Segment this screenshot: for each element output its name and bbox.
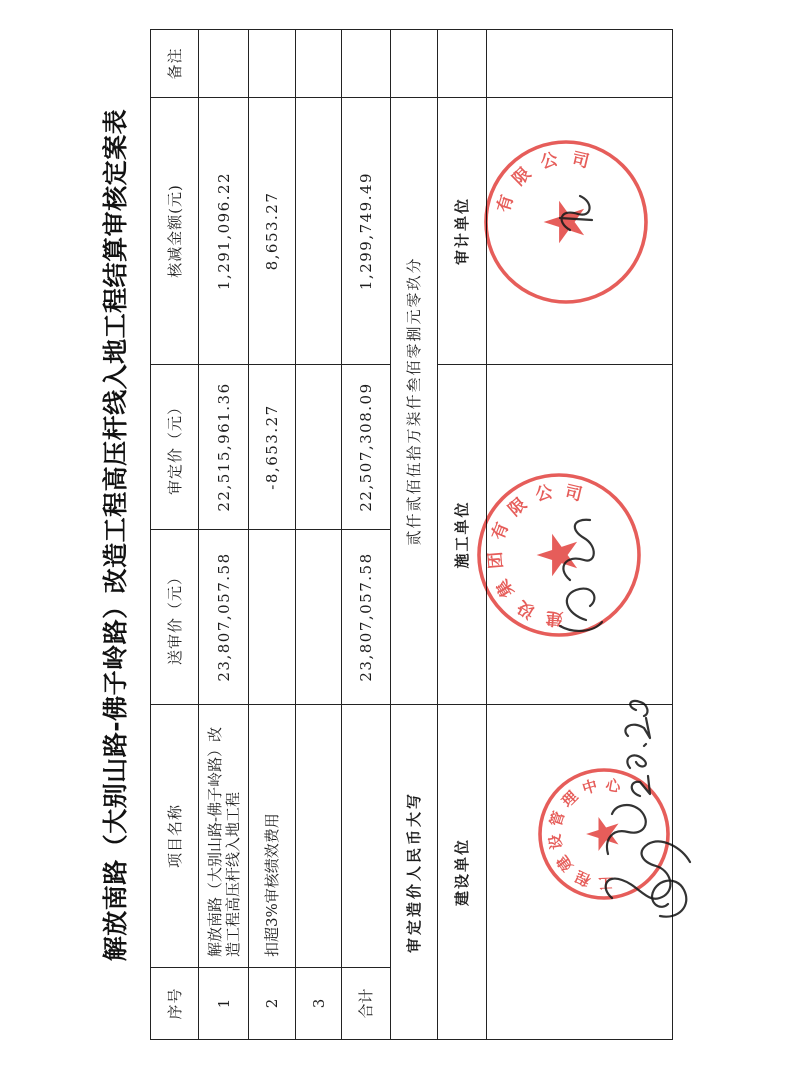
builder-sign-area (487, 705, 673, 1040)
header-serial-no: 序号 (151, 968, 199, 1040)
header-submitted-price: 送审价（元） (151, 530, 199, 705)
total-submitted-price: 23,807,057.58 (342, 530, 391, 705)
approved-total-remark (391, 30, 438, 98)
constructor-unit-label: 施工单位 (438, 365, 487, 705)
row-1-submitted-price: 23,807,057.58 (199, 530, 249, 705)
approved-total-in-words-value: 贰仟贰佰伍拾万柒仟叁佰零捌元零玖分 (391, 98, 438, 705)
header-approved-price: 审定价（元） (151, 365, 199, 530)
table-header-row (151, 30, 199, 1040)
row-2-approved-price: -8,653.27 (249, 365, 296, 530)
row-3-serial-no: 3 (296, 968, 342, 1040)
row-1-project-name: 解放南路（大别山路-佛子岭路）改造工程高压杆线入地工程 (205, 726, 242, 957)
row-3-reduction-amount (296, 98, 342, 365)
row-1-reduction-amount: 1,291,096.22 (199, 98, 249, 365)
settlement-table (150, 29, 673, 1040)
row-3-remark (296, 30, 342, 98)
builder-unit-label: 建设单位 (438, 705, 487, 1040)
header-project-name: 项目名称 (151, 705, 199, 968)
document-title: 解放南路（大别山路-佛子岭路）改造工程高压杆线入地工程结算审核定案表 (101, 108, 130, 962)
total-approved-price: 22,507,308.09 (342, 365, 391, 530)
row-2-submitted-price (249, 530, 296, 705)
row-2-project-name-cell (249, 705, 296, 968)
row-3-approved-price (296, 365, 342, 530)
auditor-sign-area (487, 98, 673, 365)
row-2-project-name: 扣超3%审核绩效费用 (263, 813, 281, 957)
row-3-project-name (296, 705, 342, 968)
sign-remark-area (487, 30, 673, 98)
row-2-remark (249, 30, 296, 98)
total-label: 合计 (342, 968, 391, 1040)
row-1-serial-no: 1 (199, 968, 249, 1040)
approved-total-in-words-row (391, 30, 438, 1040)
header-reduction-amount: 核减金额(元) (151, 98, 199, 365)
table-row (249, 30, 296, 1040)
total-project-name (342, 705, 391, 968)
table-row (296, 30, 342, 1040)
row-1-remark (199, 30, 249, 98)
approved-total-in-words-label: 审定造价人民币大写 (391, 705, 438, 1040)
total-remark (342, 30, 391, 98)
row-1-approved-price: 22,515,961.36 (199, 365, 249, 530)
total-reduction-amount: 1,299,749.49 (342, 98, 391, 365)
total-row (342, 30, 391, 1040)
row-2-reduction-amount: 8,653.27 (249, 98, 296, 365)
constructor-stamp-lettering: 建设集团有限公司 (485, 481, 585, 629)
row-2-serial-no: 2 (249, 968, 296, 1040)
constructor-sign-area (487, 365, 673, 705)
auditor-unit-label: 审计单位 (438, 98, 487, 365)
table-row (199, 30, 249, 1040)
signatory-remark (438, 30, 487, 98)
header-remark: 备注 (151, 30, 199, 98)
row-1-project-name-cell (199, 705, 249, 968)
signatory-header-row (438, 30, 487, 1040)
row-3-submitted-price (296, 530, 342, 705)
builder-stamp-lettering: 工程建设管理中心 (545, 775, 623, 893)
signature-stamp-row (487, 30, 673, 1040)
auditor-stamp-lettering: 有限公司 (493, 148, 592, 215)
